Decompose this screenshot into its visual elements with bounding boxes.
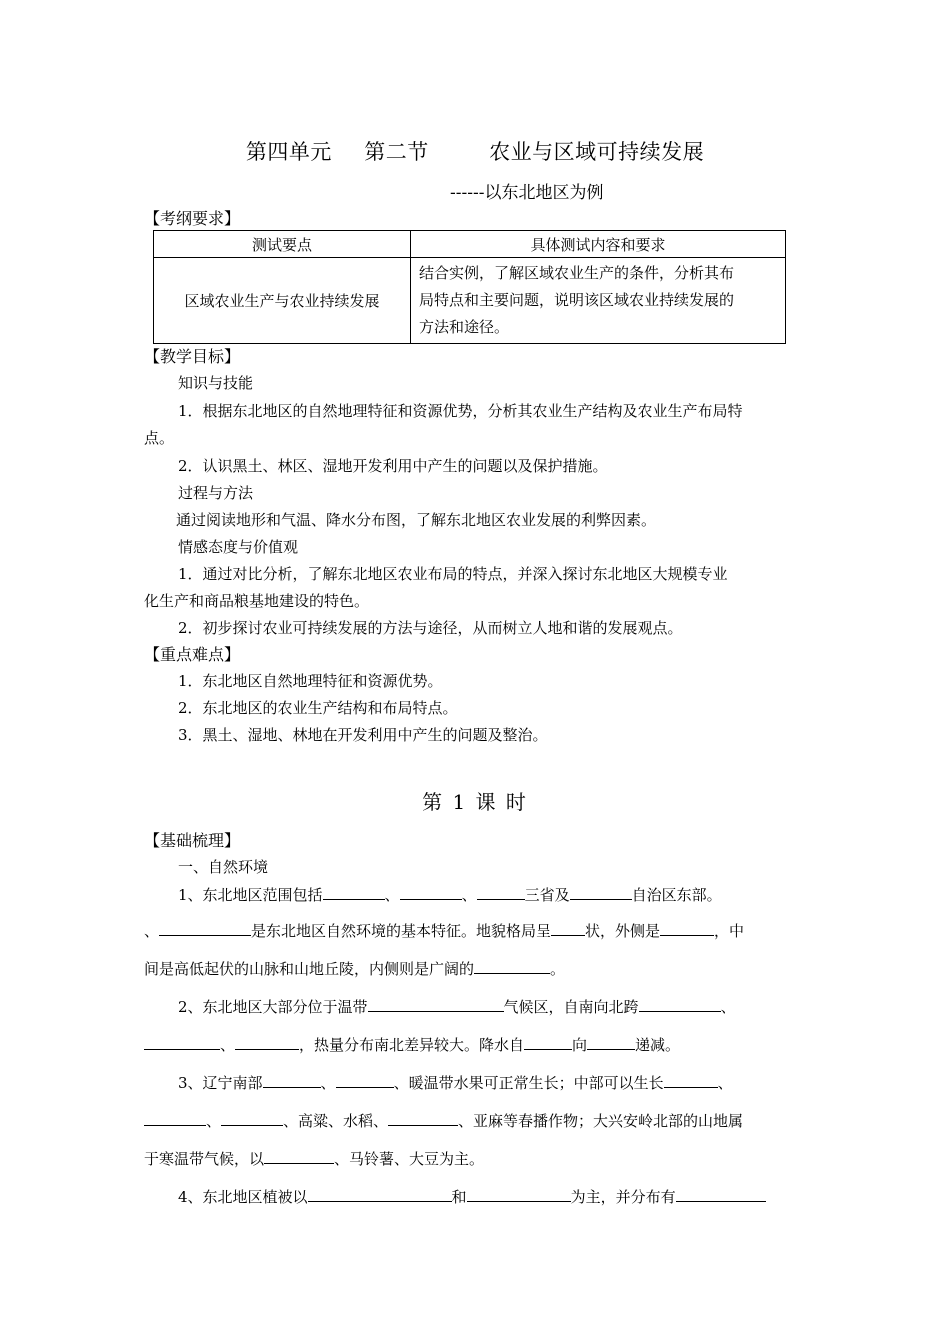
blank-field[interactable] [639,996,721,1012]
section-heading-goals: 【教学目标】 [144,347,241,366]
subheading-nature: 一、自然环境 [178,858,269,876]
title-section: 第二节 [364,140,429,164]
page-title [0,136,950,166]
blank-field[interactable] [551,920,585,936]
question-line: 于寒温带气候，以 、马铃薯、大豆为主。 [144,1150,485,1168]
title-topic: 农业与区域可持续发展 [489,140,705,164]
blank-field[interactable] [159,920,251,936]
table-header-cell: 具体测试内容和要求 [411,231,786,258]
section-heading-key-points: 【重点难点】 [144,645,241,664]
blank-field[interactable] [235,1034,299,1050]
lesson-title: 第 1 课 时 [422,790,528,814]
key-point-item: 2．东北地区的农业生产结构和布局特点。 [178,699,458,717]
blank-field[interactable] [368,996,504,1012]
table-header-row [154,231,786,258]
question-line: 1、东北地区范围包括 、 、 三省及 自治区东部。 [178,886,722,904]
blank-field[interactable] [264,1148,334,1164]
question-line: 2、东北地区大部分位于温带 气候区，自南向北跨 、 [178,998,736,1016]
section-heading-basics: 【基础梳理】 [144,831,241,850]
blank-field[interactable] [676,1186,766,1202]
blank-field[interactable] [467,1186,571,1202]
goal-line: 化生产和商品粮基地建设的特色。 [144,592,370,610]
requirements-table [153,230,786,344]
key-point-item: 3．黑土、湿地、林地在开发利用中产生的问题及整治。 [178,726,548,744]
goal-line: 1．通过对比分析，了解东北地区农业布局的特点，并深入探讨东北地区大规模专业 [178,565,728,583]
key-point-item: 1．东北地区自然地理特征和资源优势。 [178,672,443,690]
blank-field[interactable] [388,1110,458,1126]
question-line: 、 ，热量分布南北差异较大。降水自 向 递减。 [144,1034,812,1055]
table-header-cell: 测试要点 [154,231,411,258]
question-line: 3、辽宁南部 、 、暖温带水果可正常生长；中部可以生长 、 [178,1074,733,1092]
page-subtitle: ------以东北地区为例 [450,183,604,203]
subheading-emotion: 情感态度与价值观 [178,538,299,556]
table-cell-line: 局特点和主要问题，说明该区域农业持续发展的 [419,291,735,309]
question-line: 、 、高粱、水稻、 、亚麻等春播作物；大兴安岭北部的山地属 [144,1110,812,1131]
blank-field[interactable] [664,1072,718,1088]
blank-field[interactable] [587,1034,635,1050]
blank-field[interactable] [336,1072,394,1088]
subheading-knowledge: 知识与技能 [178,374,254,392]
goal-line: 1．根据东北地区的自然地理特征和资源优势，分析其农业生产结构及农业生产布局特 [178,402,743,420]
subheading-process: 过程与方法 [178,484,254,502]
blank-field[interactable] [474,958,550,974]
blank-field[interactable] [400,884,462,900]
blank-field[interactable] [570,884,632,900]
question-line: 、 是东北地区自然环境的基本特征。地貌格局呈 状，外侧是 ，中 [144,922,745,940]
blank-field[interactable] [263,1072,321,1088]
blank-field[interactable] [308,1186,452,1202]
goal-line: 通过阅读地形和气温、降水分布图，了解东北地区农业发展的利弊因素。 [176,511,657,529]
blank-field[interactable] [524,1034,572,1050]
goal-line: 2．认识黑土、林区、湿地开发利用中产生的问题以及保护措施。 [178,457,608,475]
question-line: 4、东北地区植被以 和 为主，并分布有 [144,1186,812,1207]
title-unit: 第四单元 [245,140,332,164]
table-cell-line: 结合实例，了解区域农业生产的条件，分析其布 [419,264,735,282]
table-cell-point: 区域农业生产与农业持续发展 [154,258,411,344]
goal-line: 点。 [144,429,175,447]
blank-field[interactable] [144,1110,206,1126]
blank-field[interactable] [477,884,525,900]
blank-field[interactable] [660,920,714,936]
blank-field[interactable] [144,1034,220,1050]
goal-line: 2．初步探讨农业可持续发展的方法与途径，从而树立人地和谐的发展观点。 [178,619,683,637]
section-heading-exam: 【考纲要求】 [144,209,241,228]
blank-field[interactable] [221,1110,283,1126]
table-row [154,258,786,344]
blank-field[interactable] [323,884,385,900]
table-cell-line: 方法和途径。 [419,318,510,336]
table-cell-content [411,258,786,344]
question-line: 间是高低起伏的山脉和山地丘陵，内侧则是广阔的 。 [144,960,566,978]
